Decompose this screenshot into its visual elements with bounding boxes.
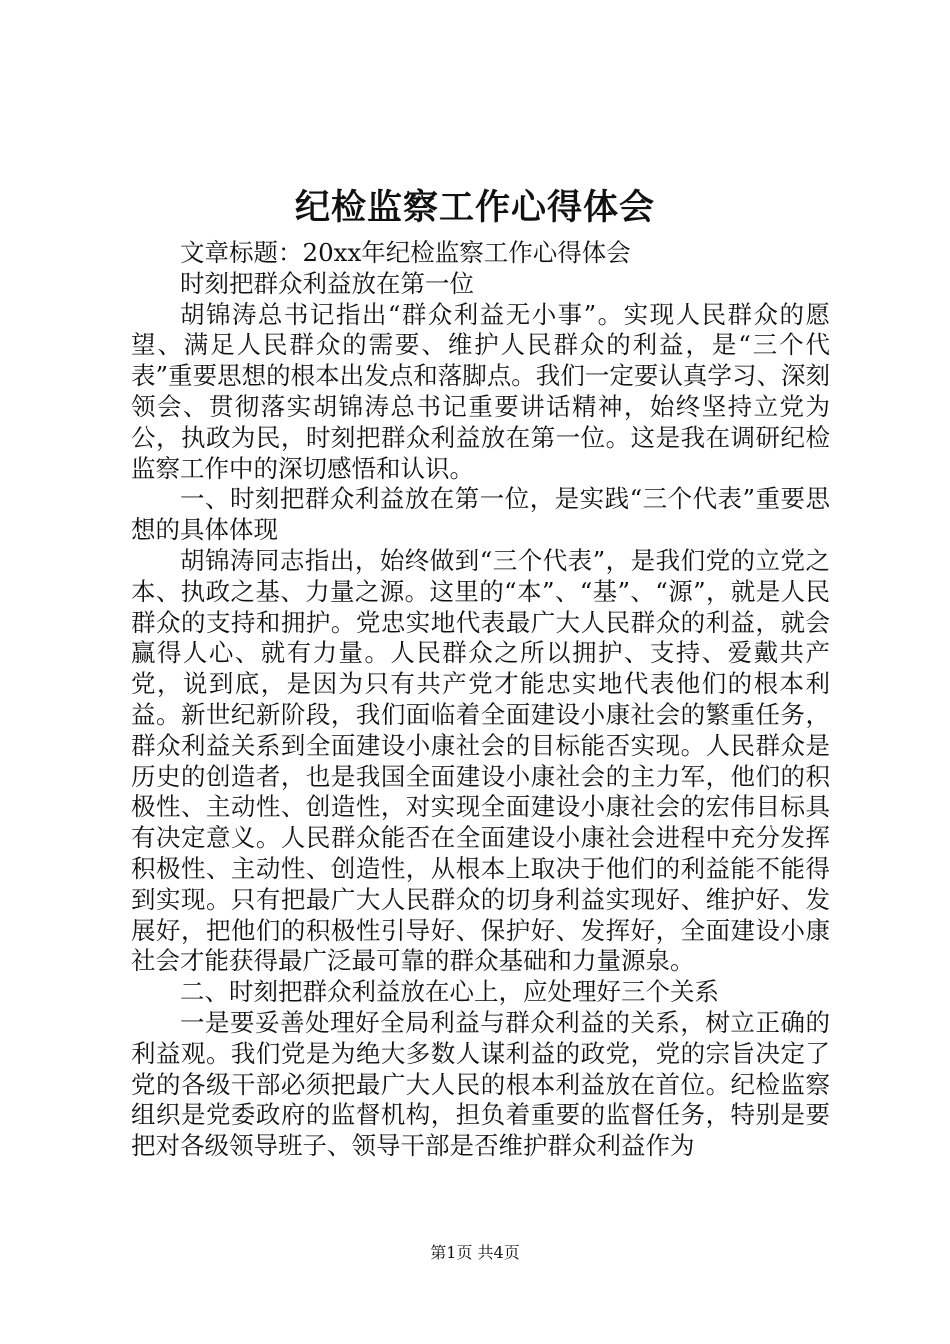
- document-body: [131, 238, 830, 1162]
- article-subtitle: 时刻把群众利益放在第一位: [180, 268, 474, 298]
- section-heading-1: 一、时刻把群众利益放在第一位，是实践“三个代表”重要思想的具体体现: [131, 484, 830, 545]
- page-number: 第1页 共4页: [430, 1243, 520, 1262]
- section-heading-2: 二、时刻把群众利益放在心上，应处理好三个关系: [180, 977, 719, 1007]
- paragraph: 一是要妥善处理好全局利益与群众利益的关系，树立正确的利益观。我们党是为绝大多数人谋利益的政党，党的宗旨决定了党的各级干部必须把最广大人民的根本利益放在首位。纪检监察组织是党委政府的监督机构，担负着重要的监督任务，特别是要把对各级领导班子、领导干部是否维护群众利益作为: [131, 1007, 830, 1161]
- paragraph: 胡锦涛总书记指出“群众利益无小事”。实现人民群众的愿望、满足人民群众的需要、维护人民群众的利益，是“三个代表”重要思想的根本出发点和落脚点。我们一定要认真学习、深刻领会、贯彻落实胡锦涛总书记重要讲话精神，始终坚持立党为公，执政为民，时刻把群众利益放在第一位。这是我在调研纪检监察工作中的深切感悟和认识。: [131, 299, 830, 483]
- article-heading: 文章标题：20xx年纪检监察工作心得体会: [180, 238, 631, 267]
- paragraph: 胡锦涛同志指出，始终做到“三个代表”，是我们党的立党之本、执政之基、力量之源。这里的“本”、“基”、“源”，就是人民群众的支持和拥护。党忠实地代表最广大人民群众的利益，就会赢得人心、就有力量。人民群众之所以拥护、支持、爱戴共产党，说到底，是因为只有共产党才能忠实地代表他们的根本利益。新世纪新阶段，我们面临着全面建设小康社会的繁重任务，群众利益关系到全面建设小康社会的目标能否实现。人民群众是历史的创造者，也是我国全面建设小康社会的主力军，他们的积极性、主动性、创造性，对实现全面建设小康社会的宏伟目标具有决定意义。人民群众能否在全面建设小康社会进程中充分发挥积极性、主动性、创造性，从根本上取决于他们的利益能不能得到实现。只有把最广大人民群众的切身利益实现好、维护好、发展好，把他们的积极性引导好、保护好、发挥好，全面建设小康社会才能获得最广泛最可靠的群众基础和力量源泉。: [131, 545, 830, 976]
- document-title: 纪检监察工作心得体会: [294, 187, 655, 228]
